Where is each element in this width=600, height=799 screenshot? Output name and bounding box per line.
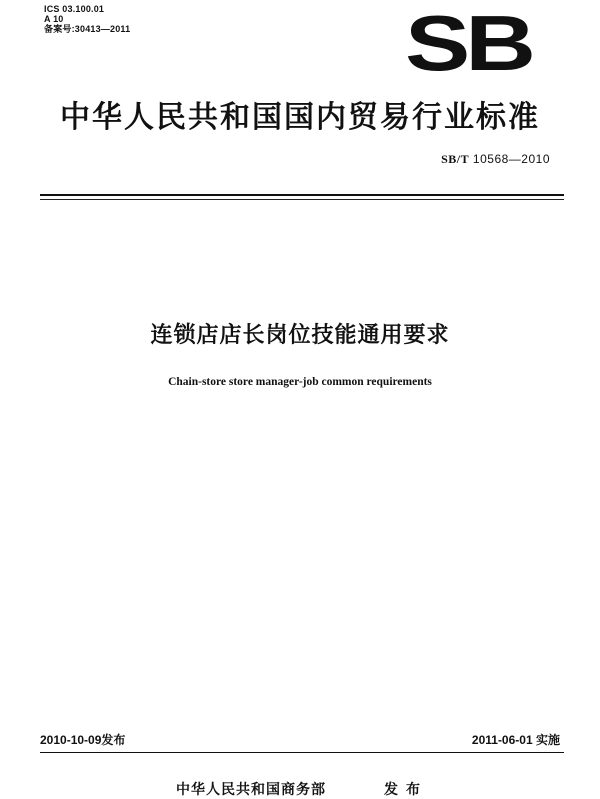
issue-action: 发布 <box>384 782 428 798</box>
category-code: A 10 <box>44 14 64 24</box>
implement-date-value: 2011-06-01 <box>471 733 533 747</box>
implement-date <box>472 731 560 748</box>
publish-label: 发布 <box>101 733 126 747</box>
document-title: 连锁店店长岗位技能通用要求 <box>150 323 450 348</box>
header-rule <box>40 194 564 196</box>
header-rule-thin <box>40 199 564 200</box>
standard-number <box>441 152 550 167</box>
org-title: 中华人民共和国国内贸易行业标准 <box>60 100 540 135</box>
standard-code: SB/T <box>441 152 470 166</box>
standard-serial: 10568—2010 <box>472 152 550 166</box>
issuer-name: 中华人民共和国商务部 <box>176 782 326 798</box>
ics-code: ICS 03.100.01 <box>44 4 105 14</box>
publish-date <box>40 731 125 748</box>
publish-date-value: 2010-10-09 <box>40 733 102 747</box>
sb-logo <box>404 10 532 74</box>
footer-rule <box>40 752 564 753</box>
logo-text: SB <box>405 10 532 74</box>
document-title-english: Chain-store store manager-job common requirements <box>168 376 432 388</box>
record-number: 备案号:30413—2011 <box>44 24 131 34</box>
implement-label: 实施 <box>535 733 560 747</box>
